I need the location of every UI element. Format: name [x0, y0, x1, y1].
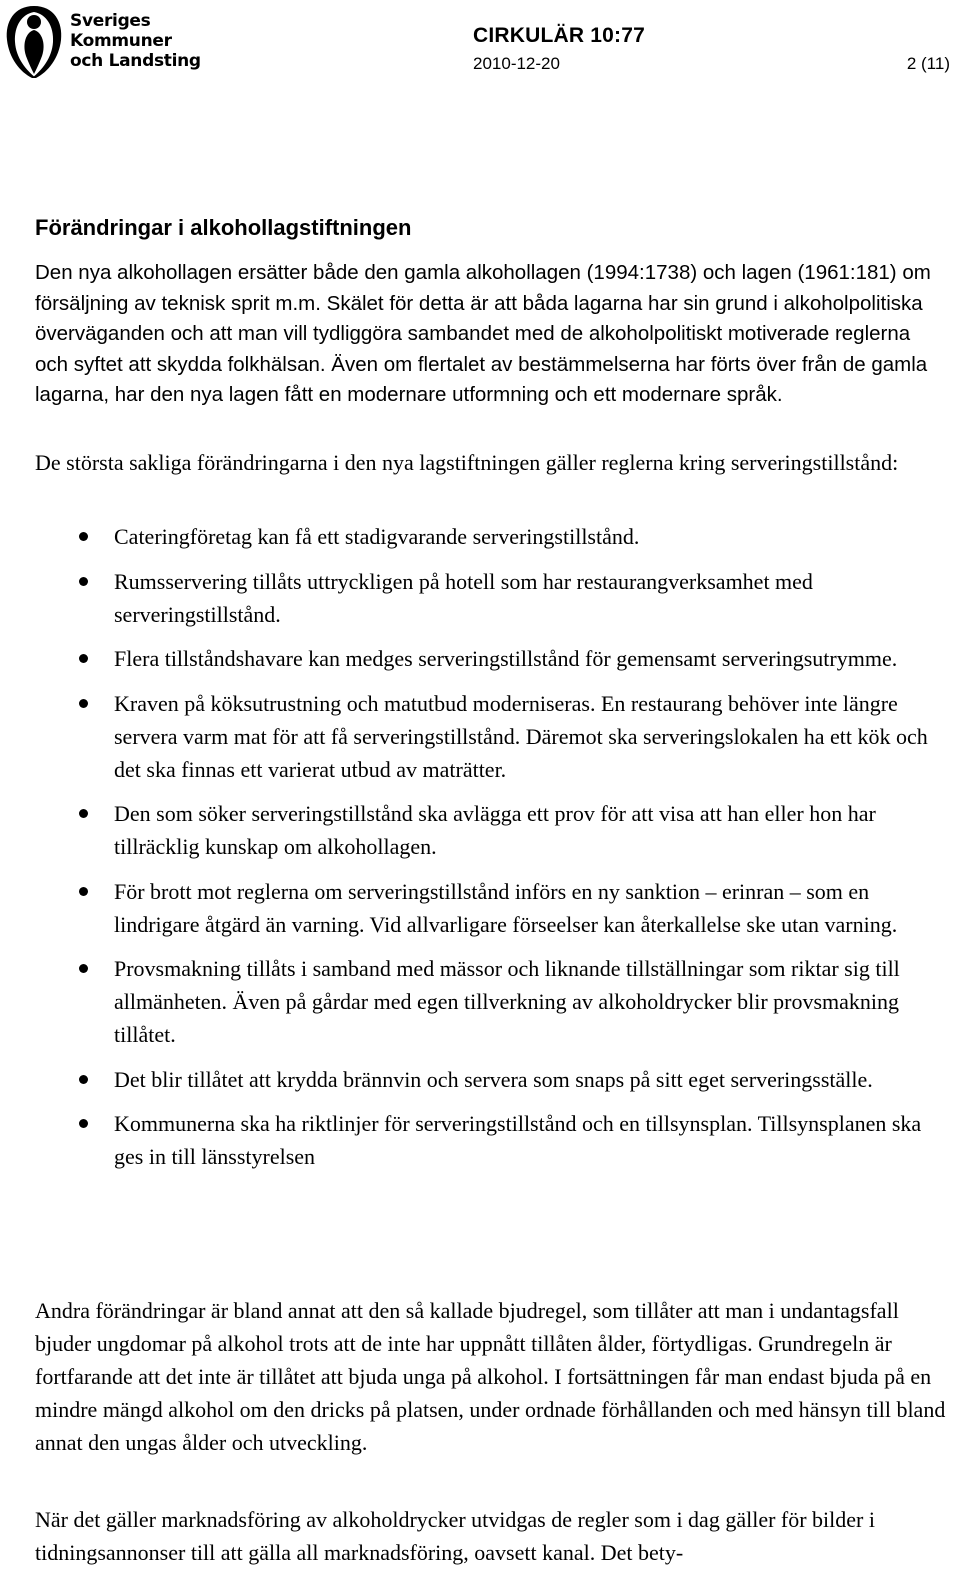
marketing-paragraph: När det gäller marknadsföring av alkoholdrycker utvidgas de regler som i dag gäller för bilder i tidningsannonser till att gälla all marknadsföring, oavsett kanal. Det bety- — [35, 1507, 875, 1565]
bullet-icon — [79, 809, 88, 818]
list-item: Provsmakning tillåts i samband med mässor och liknande tillställningar som riktar sig till allmänheten. Även på gårdar med egen tillverkning av alkoholdrycker blir provsmakning tillåtet. — [35, 952, 947, 1051]
organization-logo-text: Sveriges Kommuner och Landsting — [70, 11, 201, 71]
list-item: Cateringföretag kan få ett stadigvarande serveringstillstånd. — [35, 520, 947, 553]
list-item: Den som söker serveringstillstånd ska avlägga ett prov för att visa att han eller hon har tillräcklig kunskap om alkohollagen. — [35, 797, 947, 863]
bullet-icon — [79, 532, 88, 541]
document-date: 2010-12-20 — [473, 54, 560, 73]
bullet-icon — [79, 654, 88, 663]
list-item: Kraven på köksutrustning och matutbud moderniseras. En restaurang behöver inte längre servera varm mat för att få serveringstillstånd. Däremot ska serveringslokalen ha ett kök och det ska finnas ett varierat utbud av maträtter. — [35, 687, 947, 786]
section-heading: Förändringar i alkohollagstiftningen — [35, 215, 412, 240]
list-item: Rumsservering tillåts uttryckligen på hotell som har restaurangverksamhet med serveringstillstånd. — [35, 565, 947, 631]
bullet-icon — [79, 1119, 88, 1128]
changes-list — [35, 520, 947, 1185]
bullet-icon — [79, 964, 88, 973]
page-number: 2 (11) — [906, 54, 950, 73]
serving-intro-paragraph: De största sakliga förändringarna i den nya lagstiftningen gäller reglerna kring serveringstillstånd: — [35, 450, 899, 475]
intro-paragraph: Den nya alkohollagen ersätter både den gamla alkohollagen (1994:1738) och lagen (1961:181) om försäljning av teknisk sprit m.m. Skälet för detta är att båda lagarna har sin grund i alkoholpolitiska överväganden och att man vill tydliggöra sambandet med de alkoholpolitiskt motiverade reglerna och syftet att skydda folkhälsan. Även om flertalet av bestämmelserna har förts över från de gamla lagarna, har den nya lagen fått en modernare utformning och ett modernare språk. — [35, 261, 931, 406]
document-title: CIRKULÄR 10:77 — [473, 24, 645, 47]
other-changes-paragraph: Andra förändringar är bland annat att den så kallade bjudregel, som tillåter att man i undantagsfall bjuder ungdomar på alkohol trots att de inte har uppnått tillåten ålder, förtydligas. Grundregeln är fortfarande att det inte är tillåtet att bjuda unga på alkohol. I fortsättningen får man endast bjuda på en mindre mängd alkohol om den dricks på platsen, under ordnade förhållanden och med hänsyn till bland annat den ungas ålder och utveckling. — [35, 1298, 946, 1455]
page-header — [0, 0, 960, 90]
list-item: Flera tillståndshavare kan medges serveringstillstånd för gemensamt serveringsutrymme. — [35, 642, 947, 675]
list-item: Kommunerna ska ha riktlinjer för serveringstillstånd och en tillsynsplan. Tillsynsplanen ska ges in till länsstyrelsen — [35, 1107, 947, 1173]
bullet-icon — [79, 699, 88, 708]
list-item: För brott mot reglerna om serveringstillstånd införs en ny sanktion – erinran – som en lindrigare åtgärd än varning. Vid allvarligare förseelser kan återkallelse ske utan varning. — [35, 875, 947, 941]
list-item: Det blir tillåtet att krydda brännvin och servera som snaps på sitt eget serveringsställe. — [35, 1063, 947, 1096]
bullet-icon — [79, 1075, 88, 1084]
skl-logo-icon — [2, 2, 66, 80]
bullet-icon — [79, 577, 88, 586]
bullet-icon — [79, 887, 88, 896]
